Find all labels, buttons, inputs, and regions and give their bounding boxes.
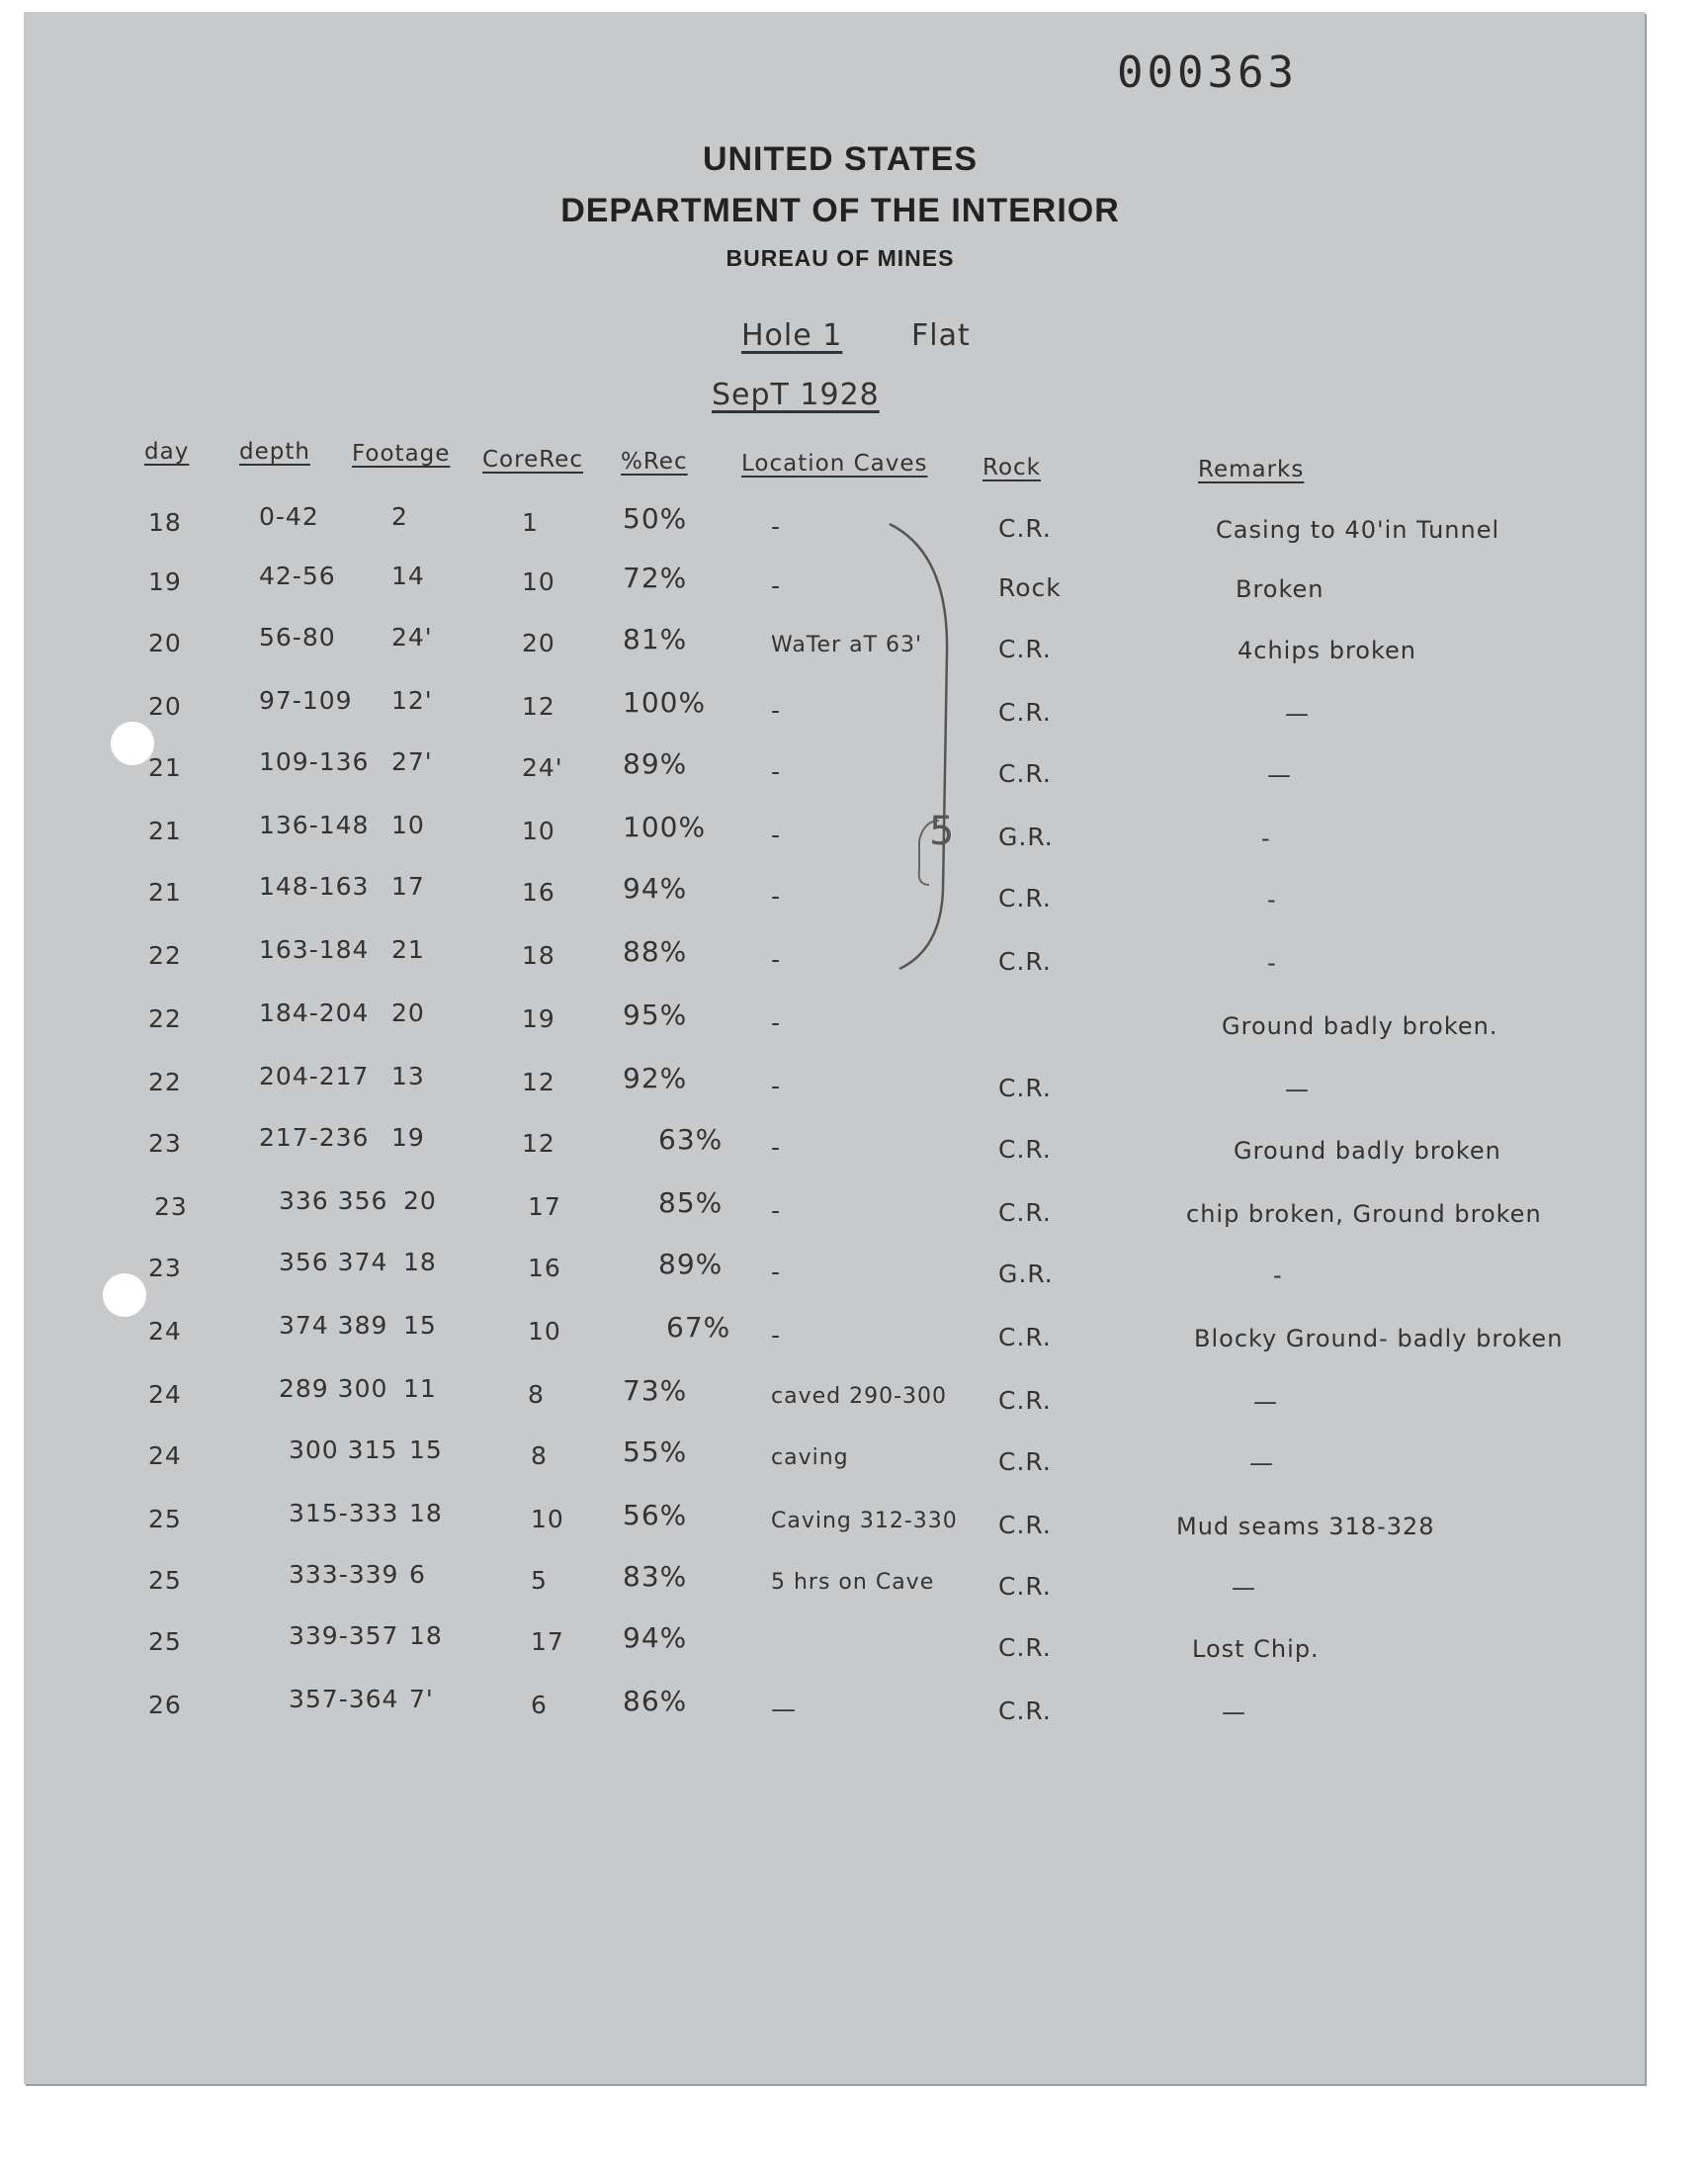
cell-loc: 5 hrs on Cave <box>771 1570 935 1595</box>
cell-core: 17 <box>528 1192 561 1221</box>
date-title: SepT 1928 <box>712 378 880 412</box>
cell-remarks: Ground badly broken. <box>1222 1012 1498 1040</box>
cell-remarks: — <box>1267 761 1292 789</box>
cell-footage: 15 <box>409 1436 443 1464</box>
cell-remarks: Casing to 40'in Tunnel <box>1216 516 1500 544</box>
cell-core: 16 <box>522 878 555 907</box>
cell-rock: C.R. <box>998 1323 1052 1351</box>
cell-rock: C.R. <box>998 1135 1052 1164</box>
cell-rock: C.R. <box>998 759 1052 788</box>
cell-day: 24 <box>148 1441 182 1470</box>
cell-rock: C.R. <box>998 514 1052 543</box>
cell-remarks: — <box>1253 1388 1278 1416</box>
cell-core: 18 <box>522 941 555 970</box>
cell-remarks: 4chips broken <box>1238 637 1416 664</box>
cell-remarks: - <box>1273 1262 1283 1289</box>
cell-footage: 24' <box>391 623 433 652</box>
cell-remarks: — <box>1222 1698 1246 1726</box>
cell-day: 23 <box>148 1129 182 1158</box>
cell-depth: 336 356 <box>279 1186 388 1215</box>
cell-pct: 86% <box>623 1685 688 1717</box>
cell-day: 18 <box>148 508 182 537</box>
cell-footage: 7' <box>409 1685 434 1713</box>
cell-rock: G.R. <box>998 1260 1054 1288</box>
cell-remarks: - <box>1261 825 1271 852</box>
cell-core: 10 <box>522 567 555 596</box>
cell-core: 10 <box>522 817 555 845</box>
cell-pct: 100% <box>623 811 707 843</box>
cell-footage: 21 <box>391 935 425 964</box>
cell-rock: C.R. <box>998 1447 1052 1476</box>
cell-rock: C.R. <box>998 1696 1052 1725</box>
cell-core: 19 <box>522 1004 555 1033</box>
cell-day: 20 <box>148 629 182 657</box>
cell-depth: 109-136 <box>259 747 370 776</box>
letterhead-line-3: BUREAU OF MINES <box>726 245 955 271</box>
cell-depth: 339-357 <box>289 1621 399 1650</box>
cell-day: 23 <box>148 1254 182 1282</box>
header-depth: depth <box>239 439 310 465</box>
cell-day: 23 <box>154 1192 188 1221</box>
cell-day: 22 <box>148 941 182 970</box>
cell-loc: - <box>771 945 782 974</box>
cell-depth: 56-80 <box>259 623 336 652</box>
cell-depth: 300 315 <box>289 1436 398 1464</box>
cell-day: 19 <box>148 567 182 596</box>
cell-pct: 67% <box>666 1311 731 1344</box>
cell-footage: 18 <box>409 1621 443 1650</box>
cell-footage: 19 <box>391 1123 425 1152</box>
cell-rock: C.R. <box>998 1074 1052 1102</box>
header-core-rec: CoreRec <box>482 447 583 473</box>
cell-core: 17 <box>531 1627 564 1656</box>
cell-core: 8 <box>531 1441 548 1470</box>
cell-loc: - <box>771 1258 782 1286</box>
cell-pct: 94% <box>623 1621 688 1654</box>
cell-remarks: — <box>1249 1449 1274 1477</box>
cell-rock: C.R. <box>998 1572 1052 1601</box>
cell-remarks: Ground badly broken <box>1234 1137 1501 1165</box>
header-day: day <box>144 439 190 465</box>
cell-core: 6 <box>531 1691 548 1719</box>
cell-core: 20 <box>522 629 555 657</box>
cell-loc: - <box>771 1196 782 1225</box>
cell-rock: C.R. <box>998 1386 1052 1415</box>
cell-remarks: chip broken, Ground broken <box>1186 1200 1542 1228</box>
cell-loc: - <box>771 1321 782 1349</box>
cell-rock: C.R. <box>998 1511 1052 1539</box>
cell-core: 16 <box>528 1254 561 1282</box>
cell-pct: 100% <box>623 686 707 719</box>
cell-remarks: Broken <box>1236 575 1324 603</box>
header-remarks: Remarks <box>1198 457 1305 482</box>
cell-day: 22 <box>148 1004 182 1033</box>
cell-day: 21 <box>148 753 182 782</box>
cell-loc: - <box>771 571 782 600</box>
cell-pct: 95% <box>623 999 688 1031</box>
cell-pct: 94% <box>623 872 688 905</box>
cell-depth: 136-148 <box>259 811 370 839</box>
cell-pct: 50% <box>623 502 688 535</box>
cell-core: 8 <box>528 1380 545 1409</box>
cell-loc: WaTer aT 63' <box>771 633 923 657</box>
cell-pct: 83% <box>623 1560 688 1593</box>
cell-pct: 81% <box>623 623 688 655</box>
cell-loc: - <box>771 1072 782 1100</box>
header-location-caves: Location Caves <box>741 451 928 477</box>
cell-pct: 72% <box>623 562 688 594</box>
cell-footage: 2 <box>391 502 408 531</box>
cell-loc: - <box>771 696 782 725</box>
cell-pct: 63% <box>658 1123 724 1156</box>
cell-depth: 204-217 <box>259 1062 370 1090</box>
hole-title: Hole 1 <box>741 318 843 353</box>
cell-rock: C.R. <box>998 698 1052 727</box>
cell-remarks: Blocky Ground- badly broken <box>1194 1325 1564 1352</box>
cell-loc: caved 290-300 <box>771 1384 948 1409</box>
cell-day: 21 <box>148 878 182 907</box>
cell-footage: 20 <box>403 1186 437 1215</box>
cell-core: 1 <box>522 508 539 537</box>
cell-depth: 333-339 <box>289 1560 399 1589</box>
cell-depth: 97-109 <box>259 686 353 715</box>
cell-rock: C.R. <box>998 635 1052 663</box>
cell-core: 12 <box>522 1129 555 1158</box>
cell-depth: 163-184 <box>259 935 370 964</box>
cell-loc: - <box>771 821 782 849</box>
cell-remarks: - <box>1267 886 1277 914</box>
hole-type: Flat <box>911 318 971 353</box>
cell-loc: — <box>771 1695 797 1723</box>
cell-day: 24 <box>148 1317 182 1346</box>
cell-core: 10 <box>531 1505 564 1533</box>
cell-remarks: — <box>1232 1574 1256 1602</box>
cell-footage: 10 <box>391 811 425 839</box>
cell-day: 21 <box>148 817 182 845</box>
cell-depth: 374 389 <box>279 1311 388 1340</box>
cell-depth: 42-56 <box>259 562 336 590</box>
header-footage: Footage <box>352 441 451 467</box>
cell-pct: 55% <box>623 1436 688 1468</box>
cell-footage: 20 <box>391 999 425 1027</box>
cell-rock: C.R. <box>998 947 1052 976</box>
cell-rock: Rock <box>998 573 1062 602</box>
letterhead-line-1: UNITED STATES <box>702 140 979 178</box>
cell-depth: 357-364 <box>289 1685 399 1713</box>
cell-pct: 89% <box>658 1248 724 1280</box>
cell-pct: 92% <box>623 1062 688 1094</box>
letterhead-line-2: DEPARTMENT OF THE INTERIOR <box>560 192 1120 229</box>
cell-loc: caving <box>771 1445 849 1470</box>
cell-loc: - <box>771 1008 782 1037</box>
cell-footage: 27' <box>391 747 433 776</box>
bracket-label: 5 <box>929 809 956 854</box>
cell-loc: - <box>771 1133 782 1162</box>
cell-pct: 89% <box>623 747 688 780</box>
cell-depth: 356 374 <box>279 1248 388 1276</box>
cell-day: 22 <box>148 1068 182 1096</box>
cell-day: 25 <box>148 1627 182 1656</box>
cell-day: 26 <box>148 1691 182 1719</box>
cell-rock: C.R. <box>998 1633 1052 1662</box>
document-number: 000363 <box>1117 47 1298 98</box>
cell-day: 25 <box>148 1566 182 1595</box>
cell-footage: 15 <box>403 1311 437 1340</box>
cell-remarks: Lost Chip. <box>1192 1635 1320 1663</box>
cell-depth: 315-333 <box>289 1499 399 1527</box>
cell-pct: 56% <box>623 1499 688 1531</box>
cell-core: 12 <box>522 692 555 721</box>
cell-depth: 289 300 <box>279 1374 388 1403</box>
cell-remarks: - <box>1267 949 1277 977</box>
cell-pct: 73% <box>623 1374 688 1407</box>
cell-rock: C.R. <box>998 884 1052 913</box>
cell-core: 12 <box>522 1068 555 1096</box>
cell-pct: 85% <box>658 1186 724 1219</box>
cell-core: 24' <box>522 753 563 782</box>
cell-loc: - <box>771 882 782 911</box>
cell-footage: 12' <box>391 686 433 715</box>
cell-core: 5 <box>531 1566 548 1595</box>
cell-loc: - <box>771 512 782 541</box>
cell-core: 10 <box>528 1317 561 1346</box>
cell-day: 25 <box>148 1505 182 1533</box>
cell-footage: 13 <box>391 1062 425 1090</box>
cell-remarks: — <box>1285 700 1310 728</box>
cell-rock: C.R. <box>998 1198 1052 1227</box>
cell-footage: 14 <box>391 562 425 590</box>
cell-loc: Caving 312-330 <box>771 1509 958 1533</box>
cell-remarks: — <box>1285 1076 1310 1103</box>
cell-day: 24 <box>148 1380 182 1409</box>
cell-pct: 88% <box>623 935 688 968</box>
cell-footage: 18 <box>409 1499 443 1527</box>
cell-remarks: Mud seams 318-328 <box>1176 1513 1435 1540</box>
cell-depth: 184-204 <box>259 999 370 1027</box>
header-pct-rec: %Rec <box>621 449 688 475</box>
cell-day: 20 <box>148 692 182 721</box>
cell-footage: 11 <box>403 1374 437 1403</box>
cell-depth: 0-42 <box>259 502 319 531</box>
header-rock: Rock <box>982 455 1041 480</box>
cell-footage: 17 <box>391 872 425 901</box>
cell-footage: 18 <box>403 1248 437 1276</box>
cell-footage: 6 <box>409 1560 426 1589</box>
cell-loc: - <box>771 757 782 786</box>
cell-rock: G.R. <box>998 823 1054 851</box>
cell-depth: 217-236 <box>259 1123 370 1152</box>
cell-depth: 148-163 <box>259 872 370 901</box>
